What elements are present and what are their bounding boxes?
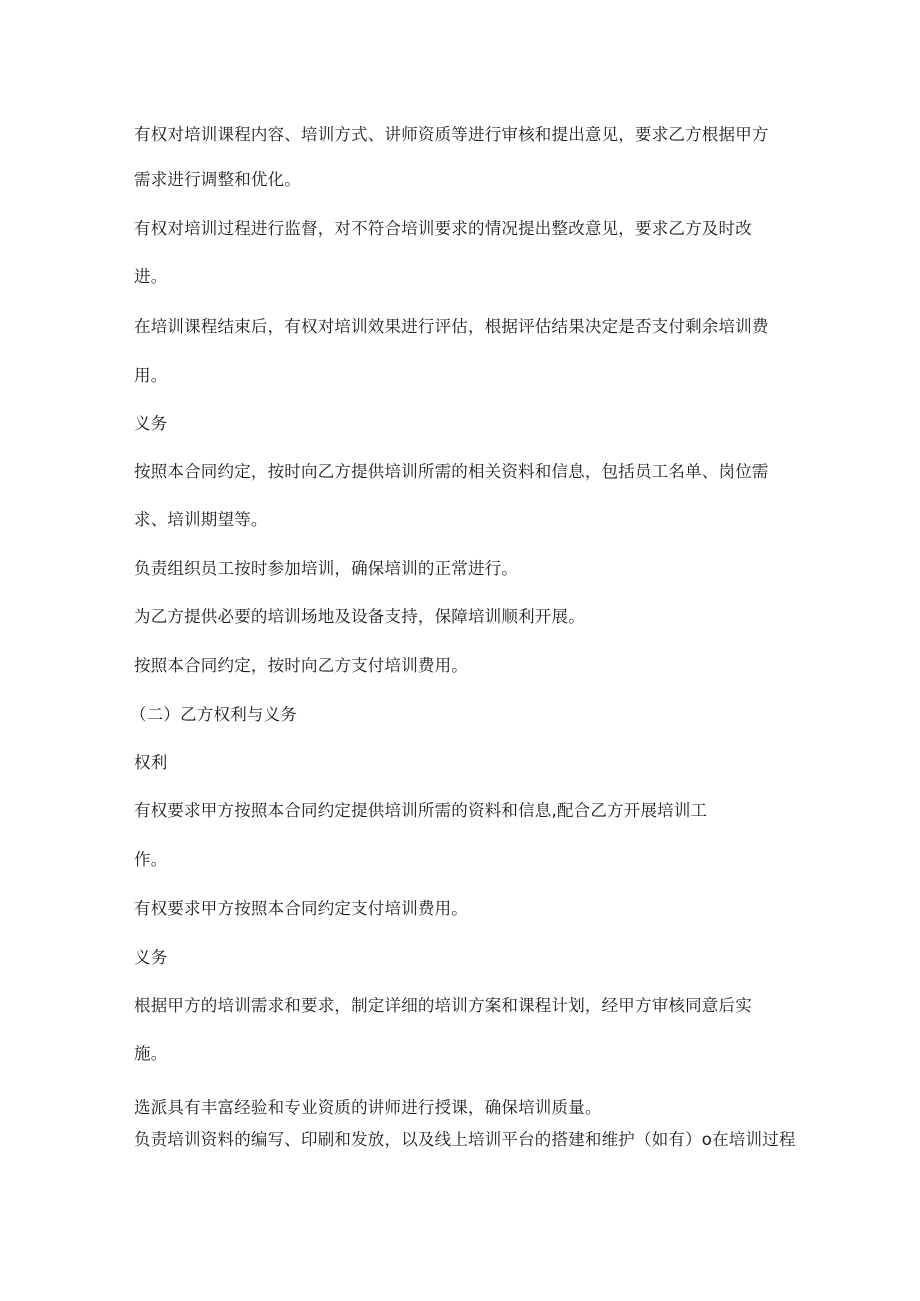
paragraph-line: 为乙方提供必要的培训场地及设备支持，保障培训顺利开展。 — [134, 607, 585, 626]
paragraph-line: 在培训课程结束后，有权对培训效果进行评估，根据评估结果决定是否支付剩余培训费 — [134, 317, 769, 336]
paragraph-line: 负责组织员工按时参加培训，确保培训的正常进行。 — [134, 559, 519, 578]
paragraph-line: 按照本合同约定，按时向乙方提供培训所需的相关资料和信息，包括员工名单、岗位需 — [134, 462, 769, 481]
paragraph-line: 负责培训资料的编写、印刷和发放，以及线上培训平台的搭建和维护（如有）o在培训过程 — [134, 1130, 796, 1149]
paragraph-line: 用。 — [134, 366, 168, 385]
paragraph-line: 选派具有丰富经验和专业资质的讲师进行授课，确保培训质量。 — [134, 1098, 602, 1117]
paragraph-line: 有权要求甲方按照本合同约定支付培训费用。 — [134, 899, 468, 918]
paragraph-line: 施。 — [134, 1044, 168, 1063]
paragraph-line: 求、培训期望等。 — [134, 510, 268, 529]
paragraph-line: 需求进行调整和优化。 — [134, 170, 301, 189]
paragraph-line: 进。 — [134, 267, 168, 286]
paragraph-line: 有权要求甲方按照本合同约定提供培训所需的资料和信息,配合乙方开展培训工 — [134, 801, 708, 820]
paragraph-line: 有权对培训课程内容、培训方式、讲师资质等进行审核和提出意见，要求乙方根据甲方 — [134, 125, 769, 144]
section-title: （二）乙方权利与义务 — [130, 705, 297, 724]
paragraph-line: 作。 — [134, 850, 168, 869]
paragraph-line: 按照本合同约定，按时向乙方支付培训费用。 — [134, 656, 468, 675]
paragraph-line: 有权对培训过程进行监督，对不符合培训要求的情况提出整改意见，要求乙方及时改 — [134, 219, 752, 238]
section-heading: 义务 — [134, 948, 168, 967]
paragraph-line: 根据甲方的培训需求和要求，制定详细的培训方案和课程计划，经甲方审核同意后实 — [134, 996, 752, 1015]
section-heading: 义务 — [134, 414, 168, 433]
section-heading: 权利 — [134, 753, 168, 772]
